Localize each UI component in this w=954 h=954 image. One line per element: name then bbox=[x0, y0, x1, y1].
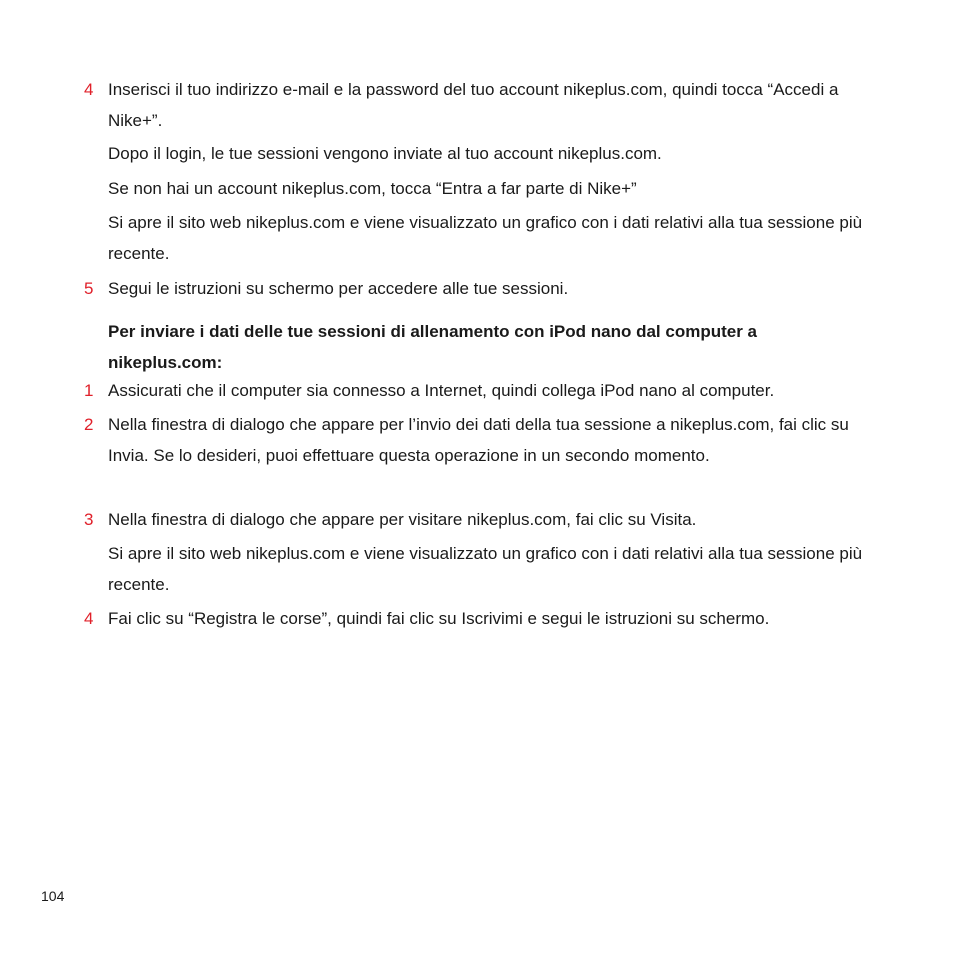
step-text: Assicurati che il computer sia connesso a Internet, quindi collega iPod nano al computer. bbox=[108, 381, 775, 400]
step-number: 4 bbox=[84, 80, 94, 99]
step-item bbox=[84, 603, 908, 634]
step-item bbox=[84, 273, 888, 304]
step-text: Inserisci il tuo indirizzo e-mail e la password del tuo account nikeplus.com, quindi tocca “Accedi a Nike+”. bbox=[108, 80, 839, 130]
step-note bbox=[108, 207, 888, 269]
step-item bbox=[84, 409, 868, 471]
step-item bbox=[84, 74, 888, 136]
step-item bbox=[84, 504, 888, 535]
step-item bbox=[84, 375, 908, 406]
step-number: 1 bbox=[84, 381, 94, 400]
step-note bbox=[108, 538, 888, 600]
step-text: Nella finestra di dialogo che appare per visitare nikeplus.com, fai clic su Visita. bbox=[108, 510, 697, 529]
step-number: 2 bbox=[84, 415, 94, 434]
step-number: 5 bbox=[84, 279, 94, 298]
step-text: Segui le istruzioni su schermo per accedere alle tue sessioni. bbox=[108, 279, 569, 298]
step-note-text: Si apre il sito web nikeplus.com e viene visualizzato un grafico con i dati relativi alla tua sessione più recente. bbox=[108, 213, 863, 263]
step-note-text: Dopo il login, le tue sessioni vengono inviate al tuo account nikeplus.com. bbox=[108, 144, 662, 163]
step-note-text: Si apre il sito web nikeplus.com e viene visualizzato un grafico con i dati relativi alla tua sessione più recente. bbox=[108, 544, 863, 594]
section-heading-text: Per inviare i dati delle tue sessioni di allenamento con iPod nano dal computer a nikeplus.com: bbox=[108, 322, 757, 372]
step-number: 3 bbox=[84, 510, 94, 529]
step-note bbox=[108, 138, 888, 169]
step-text: Nella finestra di dialogo che appare per l’invio dei dati della tua sessione a nikeplus.com, fai clic su Invia. Se lo desideri, puoi effettuare questa operazione in un secondo momento. bbox=[108, 415, 849, 465]
step-text: Fai clic su “Registra le corse”, quindi fai clic su Iscrivimi e segui le istruzioni su schermo. bbox=[108, 609, 770, 628]
step-note bbox=[108, 173, 888, 204]
section-heading bbox=[108, 316, 868, 378]
step-number: 4 bbox=[84, 609, 94, 628]
page-number: 104 bbox=[41, 888, 65, 904]
step-note-text: Se non hai un account nikeplus.com, tocca “Entra a far parte di Nike+” bbox=[108, 179, 637, 198]
